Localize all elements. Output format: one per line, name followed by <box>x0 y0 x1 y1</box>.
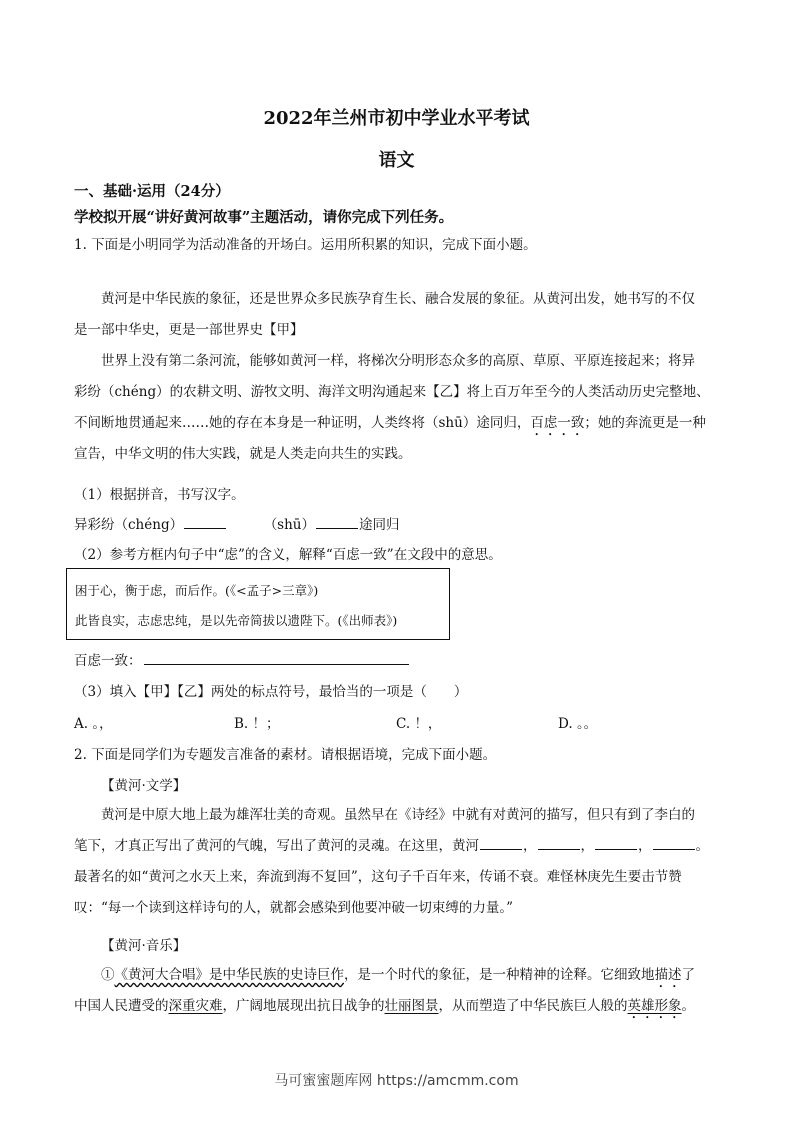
answer-line: 百虑一致： <box>74 649 409 669</box>
sub-question-2: （2）参考方框内句子中“虑”的含义，解释“百虑一致”在文段中的意思。 <box>74 547 502 563</box>
fill-blank-2[interactable] <box>538 836 580 850</box>
answer-blank-long[interactable] <box>144 651 409 665</box>
answer-blank-2[interactable] <box>316 515 358 529</box>
fill-blank-1[interactable] <box>480 836 522 850</box>
section-heading: 一、基础·运用（24分） <box>74 183 230 200</box>
dotted-word: 描述 <box>654 967 682 983</box>
literature-paragraph: 黄河是中原大地上最为雄浑壮美的奇观。虽然早在《诗经》中就有对黄河的描写，但只有到了李白的 笔下，才真正写出了黄河的气魄，写出了黄河的灵魂。在这里，黄河 ， ， ， 。 最著名的如“黄河之水天上来，奔流到海不复回”，这句子千百年来，传诵不衰。难怪林庚先生要击节赞 叹：“每一个读到这样诗句的人，就都会感染到他要冲破一切束缚的力量。” <box>74 807 709 916</box>
option-b[interactable]: B. ！； <box>234 716 280 732</box>
question-2-stem: 2. 下面是同学们为专题发言准备的素材。请根据语境，完成下面小题。 <box>74 747 497 763</box>
sub-question-1: （1）根据拼音，书写汉字。 <box>74 487 245 503</box>
underlined-phrase-2: 壮丽图景 <box>384 998 439 1014</box>
fill-blank-4[interactable] <box>653 836 695 850</box>
sub-question-3: （3）填入【甲】【乙】两处的标点符号，最恰当的一项是（ ） <box>74 684 468 700</box>
music-paragraph: ①《黄河大合唱》是中华民族的史诗巨作，是一个时代的象征，是一种精神的诠释。它细致地描述了 中国人民遭受的深重灾难，广阔地展现出抗日战争的壮丽图景，从而塑造了中华民族巨人般的英雄形象。 <box>74 967 695 1014</box>
dotted-term: 百虑一致 <box>530 415 585 431</box>
passage-paragraph-2: 世界上没有第二条河流，能够如黄河一样，将梯次分明形态众多的高原、草原、平原连接起来；将异 彩纷（chéng）的农耕文明、游牧文明、海洋文明沟通起来【乙】将上百万年至今的人类活动历史完整地、 不间断地贯通起来……她的存在本身是一种证明，人类终将（shū）途同归，百虑一致；她的奔流更是一种 宣告，中华文明的伟大实践，就是人类走向共生的实践。 <box>74 353 710 462</box>
reference-box <box>66 568 450 640</box>
answer-blank-1[interactable] <box>184 515 226 529</box>
task-instruction: 学校拟开展“讲好黄河故事”主题活动，请你完成下列任务。 <box>74 209 454 226</box>
question-1-stem: 1. 下面是小明同学为活动准备的开场白。运用所积累的知识，完成下面小题。 <box>74 237 537 253</box>
option-c[interactable]: C. ！， <box>396 716 442 732</box>
option-d[interactable]: D. 。。 <box>558 716 598 732</box>
heading-music: 【黄河·音乐】 <box>101 938 187 954</box>
underlined-phrase-3: 英雄形象 <box>627 998 682 1014</box>
subject-title: 语文 <box>378 150 415 171</box>
pinyin-fill-line: 异彩纷（chéng） （shū） 途同归 <box>74 517 400 533</box>
reference-line-2: 此皆良实，志虑忠纯，是以先帝简拔以遗陛下。(《出师表》) <box>75 613 398 628</box>
reference-line-1: 困于心，衡于虑，而后作。(《<孟子>三章》) <box>75 583 319 598</box>
exam-title: 2022年兰州市初中学业水平考试 <box>263 108 530 129</box>
heading-literature: 【黄河·文学】 <box>101 778 187 794</box>
passage-paragraph-1: 黄河是中华民族的象征，还是世界众多民族孕育生长、融合发展的象征。从黄河出发，她书写的不仅 是一部中华史，更是一部世界史【甲】 <box>74 291 695 338</box>
option-a[interactable]: A. 。， <box>74 716 113 732</box>
wavy-underlined-sentence: 《黄河大合唱》是中华民族的史诗巨作 <box>114 967 344 983</box>
underlined-phrase-1: 深重灾难 <box>168 998 223 1014</box>
watermark-footer: 马可蜜蜜题库网 https://amcmm.com <box>274 1073 519 1089</box>
fill-blank-3[interactable] <box>595 836 637 850</box>
